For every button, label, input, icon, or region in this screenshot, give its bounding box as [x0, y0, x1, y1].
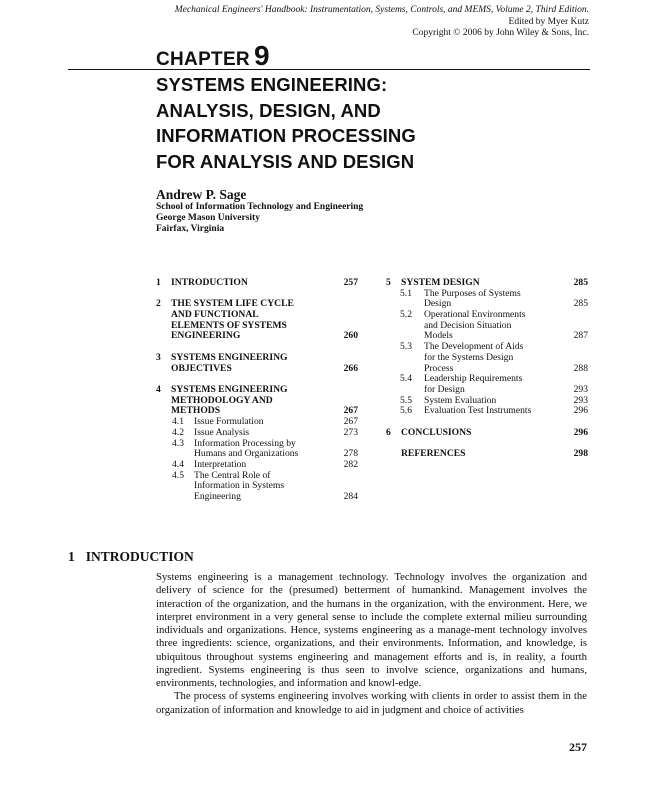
toc-entry-page: 284 [343, 490, 358, 502]
toc-entry[interactable] [386, 428, 588, 439]
toc-entry-number: 3 [156, 351, 161, 363]
toc-entry-page: 298 [573, 448, 588, 460]
affiliation-line: Fairfax, Virginia [156, 224, 225, 234]
toc-entry-page: 293 [573, 383, 588, 395]
toc-entry-page: 282 [343, 458, 358, 470]
text-line: Information, and knowledge, is ubiquitous throughout systems engineering and management [156, 637, 587, 663]
body-text [156, 571, 587, 717]
section-heading [68, 549, 194, 565]
toc-entry-text: The Central Role of [194, 469, 271, 481]
toc-entry-page: 285 [573, 277, 588, 288]
section-number: 1 [68, 549, 75, 564]
toc-entry-page: 273 [343, 426, 358, 438]
toc-entry[interactable] [156, 460, 362, 471]
toc-entry-number: 5.2 [400, 309, 412, 321]
section-title: INTRODUCTION [85, 549, 194, 564]
toc-entry[interactable] [156, 417, 362, 428]
toc-entry[interactable] [156, 353, 362, 374]
toc-entry-number: 5.4 [400, 373, 412, 385]
affiliation-line: School of Information Technology and Engineering [156, 202, 364, 212]
editor-line: Edited by Myer Kutz [508, 16, 589, 27]
paragraph [156, 571, 587, 690]
toc-entry-text: INTRODUCTION [171, 277, 248, 288]
toc-entry-text: System Evaluation [424, 394, 497, 406]
toc-entry-number: 4.5 [172, 469, 184, 481]
toc-entry-page: 267 [343, 405, 358, 417]
toc-entry-number: 4.4 [172, 458, 184, 470]
toc-entry[interactable] [386, 289, 588, 310]
toc-entry-text: AND FUNCTIONAL [171, 309, 259, 321]
toc-entry[interactable] [386, 449, 588, 460]
toc-entry-text: METHODOLOGY AND [171, 394, 273, 406]
toc-entry-text: REFERENCES [401, 448, 466, 460]
toc-entry-number: 5 [386, 277, 391, 288]
toc-entry-text: OBJECTIVES [171, 362, 232, 374]
toc-entry-text: Operational Environments [424, 309, 526, 321]
toc-entry[interactable] [156, 385, 362, 417]
text-line: The process of systems engineering involves working with clients in order to assist them [174, 690, 560, 703]
toc-entry-text: Information Processing by [194, 437, 296, 449]
toc-entry[interactable] [386, 374, 588, 395]
toc-entry-number: 6 [386, 426, 391, 438]
toc-entry-page: 278 [343, 448, 358, 460]
toc-entry-number: 4.2 [172, 426, 184, 438]
toc-entry-text: SYSTEM DESIGN [401, 277, 480, 288]
toc-entry-page: 296 [573, 405, 588, 417]
toc-entry-page: 288 [573, 362, 588, 374]
toc-entry-text: and Decision Situation [424, 319, 512, 331]
toc-entry-text: CONCLUSIONS [401, 426, 472, 438]
toc-entry-page: 257 [343, 277, 358, 288]
toc-entry-text: Leadership Requirements [424, 373, 523, 385]
title-line: SYSTEMS ENGINEERING: [156, 74, 388, 95]
chapter-word: CHAPTER [156, 49, 250, 70]
text-line: science, organizations and humans, environments, technologies, and information and knowl- [156, 663, 587, 689]
page-number: 257 [569, 740, 587, 754]
toc-entry-number: 2 [156, 298, 161, 310]
chapter-title [156, 72, 416, 174]
toc-entry[interactable] [386, 310, 588, 342]
copyright-header [175, 5, 589, 40]
toc-entry-text: Issue Formulation [194, 416, 264, 428]
affiliation-line: George Mason University [156, 213, 260, 223]
toc-entry-text: The Development of Aids [424, 341, 524, 353]
toc-entry-page: 287 [573, 330, 588, 342]
text-line: efforts and is, in reality, a fourth ingredient. Systems engineering is thus seen to involve [156, 650, 587, 676]
text-line: Systems engineering is a management technology. Technology involves the organization and [156, 571, 587, 583]
title-line: ANALYSIS, DESIGN, AND [156, 99, 381, 121]
toc-entry-text: Issue Analysis [194, 426, 250, 438]
text-line: milieu surrounding individuals and organizations. Hence, systems engineering as a manage- [156, 610, 587, 636]
toc-entry[interactable] [156, 471, 362, 503]
toc-entry-text: METHODS [171, 405, 221, 417]
chapter-number: 9 [253, 40, 270, 71]
toc-entry-text: The Purposes of Systems [424, 287, 521, 299]
toc-entry[interactable] [386, 342, 588, 374]
toc-entry-page: 285 [573, 298, 588, 310]
title-line: FOR ANALYSIS AND DESIGN [156, 150, 415, 172]
toc-entry-number: 1 [156, 277, 161, 288]
toc-entry-text: ENGINEERING [171, 330, 241, 342]
toc-entry[interactable] [156, 439, 362, 460]
text-line: delivery of science for the (presumed) betterment of humankind. Management involves the [156, 584, 587, 597]
toc-entry-number: 5.6 [400, 405, 412, 417]
toc-entry-text: Interpretation [194, 458, 247, 470]
toc-entry-text: SYSTEMS ENGINEERING [171, 351, 288, 363]
toc-entry-text: Evaluation Test Instruments [424, 405, 532, 417]
toc-entry-number: 5.3 [400, 341, 412, 353]
handbook-citation: Mechanical Engineers' Handbook: Instrumentation, Systems, Controls, and MEMS, Volume 2, Third Edition. [174, 5, 589, 15]
toc-entry-text: Information in Systems [194, 480, 285, 492]
title-line: INFORMATION PROCESSING [156, 125, 416, 146]
toc-entry-text: Process [424, 362, 454, 374]
header-rule [68, 69, 590, 70]
toc-entry-text: THE SYSTEM LIFE CYCLE [171, 298, 294, 310]
toc-entry-number: 5.5 [400, 394, 412, 406]
toc-entry-page: 293 [573, 394, 588, 406]
toc-entry-page: 266 [343, 362, 358, 374]
paragraph [156, 690, 587, 717]
text-line: in the organization of information and knowledge to aid in judgment and choice of activities [156, 690, 587, 716]
text-line: ment technology involves three ingredients: science, organizations, and their environments. [156, 624, 588, 650]
toc-entry[interactable] [386, 406, 588, 417]
text-line: interaction of the organization, and the humans in the organization, with the environment. [156, 597, 545, 610]
toc-entry-text: Models [424, 330, 453, 342]
text-line: Here, we interpret environment in a very general sense to include the complete external [156, 597, 587, 623]
author-name: Andrew P. Sage [156, 187, 247, 202]
toc-entry-page: 260 [343, 330, 358, 342]
toc-entry-number: 4.1 [172, 416, 184, 428]
copyright-line: Copyright © 2006 by John Wiley & Sons, Inc. [412, 28, 589, 38]
toc-entry-text: for the Systems Design [424, 351, 514, 363]
toc-entry-number: 5.1 [400, 287, 412, 299]
toc-entry[interactable] [156, 278, 362, 289]
toc-entry[interactable] [156, 299, 362, 342]
toc-entry-text: for Design [424, 383, 465, 395]
toc-entry-text: SYSTEMS ENGINEERING [171, 384, 288, 395]
toc-entry-number: 4 [156, 384, 161, 395]
toc-entry-page: 296 [573, 426, 588, 438]
toc-entry-text: ELEMENTS OF SYSTEMS [171, 319, 287, 331]
toc-entry[interactable] [156, 428, 362, 439]
chapter-label [156, 40, 270, 72]
author-affiliation [156, 202, 363, 235]
toc-entry-text: Design [424, 298, 452, 310]
toc-entry-text: Engineering [194, 490, 241, 502]
text-line: edge. [398, 677, 422, 689]
toc-entry-number: 4.3 [172, 437, 184, 449]
toc-entry-page: 267 [343, 416, 358, 428]
toc-entry-text: Humans and Organizations [194, 448, 299, 460]
